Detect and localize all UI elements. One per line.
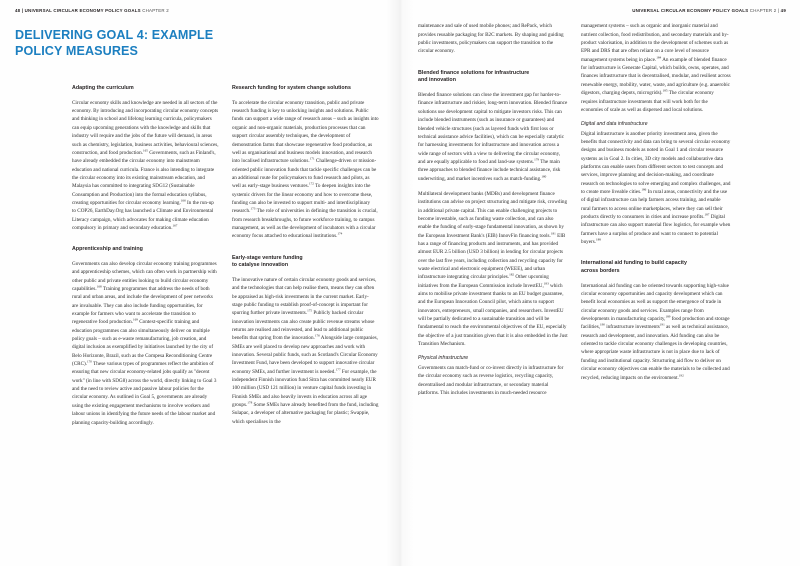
- paragraph-international-aid: [581, 282, 731, 382]
- para-text-cont-2: Digital infrastructure can also support material flow logistics, for example when farmers have a surplus of produce and want to connect to potential buyers.: [581, 214, 731, 246]
- para-text-cont-2: Context-specific training and education programmes can also simultaneously deliver on multiple policy goals – such as e-waste remanufacturing, job creation, and digital inclusion as exemplified by initiatives launched by the city of Belo Horizonte, Brazil, such as the Compesa Reconditioning Centre (CRC).: [72, 319, 214, 368]
- para-text-cont-2: Other upcoming initiatives from the European Commission include InvestEU,: [418, 274, 549, 289]
- footnote-ref: 176: [314, 333, 320, 338]
- paragraph-continued-from-previous: maintenance and sale of used mobile phones; and RePack, which provides reusable packaging for B2C markets. By shaping and guiding public investments, policymakers can support the transition to the circular economy.: [418, 23, 564, 55]
- footnote-ref: 170: [87, 359, 92, 364]
- para-text-cont: Training programmes that address the needs of both rural and urban areas, and include the development of peer networks are invaluable. They can also include funding opportunities, for example for farmers who want to accelerate the transition to regenerative food production.: [72, 286, 213, 326]
- footnote-ref: 190: [599, 322, 605, 327]
- column-three: [418, 22, 568, 397]
- section-spacer: [581, 253, 731, 260]
- footnote-ref: 165: [142, 148, 148, 153]
- left-page-columns: [72, 85, 382, 427]
- column-two: [232, 85, 379, 427]
- para-text: The innovative nature of certain circular economy goods and services, and the technologies that can help realise them, means they can often be appraised as high-risk investments in the current market. Early-stage public funding to establish proof-of-concept is important for spurring further private investments.: [232, 276, 377, 317]
- footnote-ref: 183: [543, 280, 549, 285]
- running-head-right-chapter: CHAPTER 2: [748, 8, 777, 13]
- paragraph-digital-infrastructure: [581, 130, 731, 247]
- heading-international-aid-funding: [581, 260, 731, 275]
- footnote-ref: 166: [180, 198, 186, 203]
- para-text: Governments can also develop circular economy training programmes and apprenticeship schemes, which can often work in partnership with other public and private entities looking to build circular economy capabilities.: [72, 260, 217, 292]
- para-text: Multilateral development banks (MDBs) and development finance institutions can advise on project structuring and mitigate risk, crowding in additional private capital. This can enable challenging projects to become investable, such as funding waste collection, and can also enable the funding of early-stage fundamental innovation, as shown by the European Investment Bank's (EIB) InnovFin financing tools.: [418, 190, 568, 239]
- footnote-ref: 184: [656, 55, 662, 60]
- footnote-ref: 182: [509, 272, 515, 277]
- paragraph-physical-infrastructure: Governments can match-fund or co-invest directly in infrastructure for the circular economy such as reverse logistics, recycling capacity, decentralised and modular infrastructure, or secondary material platforms. This includes investments in much-needed resource: [418, 364, 564, 396]
- para-text-cont-3: For example, the independent Finnish innovation fund Sitra has committed nearly EUR 100 million (USD 121 million) in venture capital funds investing in Finnish SMEs and also heavily invests in education across all age groups.: [232, 368, 377, 409]
- para-text: Blended finance solutions can close the investment gap for harder-to-finance infrastructure and riskier, long-term innovation. Blended finance solutions use development capital to mitigate investors risks. This can include blended instruments (such as insurance or guarantees) and blended vehicle structures (such as layered funds with first loss or technical assistance advice facilities), which can be especially catalytic for harnessing investments for infrastructure and innovation across a wide range of sectors with a view to delivering the circular economy, and are equally applicable to food and land-use systems.: [418, 92, 568, 165]
- para-text-cont: An example of blended finance for infrastructure is Generate Capital, which builds, owns, operates, and finances infrastructure that is decentralised, modular, and resilient across renewable energy, mobility, water, waste, and agriculture (e.g. anaerobic digestors, charging depots, microgrids).: [581, 56, 731, 97]
- section-spacer: [232, 248, 379, 255]
- para-text-cont-2: To deepen insights into the systemic drivers for the linear economy and how to overcome these, funding can also be invested to support multi- and interdisciplinary research.: [232, 183, 373, 215]
- paragraph-apprenticeship-training: [72, 260, 219, 427]
- running-head-right-page-number: 49: [780, 8, 786, 13]
- heading-line-1: Early-stage venture funding: [232, 254, 303, 261]
- running-head-left-chapter: CHAPTER 2: [140, 8, 169, 13]
- footnote-ref: 189: [665, 314, 671, 319]
- para-text-cont: Governments, such as Finland's, have already embedded the circular economy into mainstream education and national curricula. France is also intending to integrate the circular economy into its existing mainstream education, and Malaysia has committed to integrating SDG12 (Sustainable Consumption and Production) into the formal education syllabus, creating opportunities for circular economy learning.: [72, 149, 216, 206]
- para-text: Digital infrastructure is another priority investment area, given the benefits that connectivity and data can bring to several circular economy designs and business models as noted in Goal 1 and circular resource systems as in Goal 2. In cities, 3D city models and collaborative data platforms can enable users from different sectors to test concepts and services, improve planning and decision-making, and coordinate research on technologies to solve emerging and complex challenges, and to create more liveable cities.: [581, 130, 731, 195]
- paragraph-continued-resource-management: [581, 22, 731, 114]
- para-text-cont-2: infrastructure investments: [604, 324, 660, 331]
- para-text-cont-3: as well as technical assistance, research and development, and innovation. Aid funding can also be oriented to tackle circular economy challenges in developing countries, where appropriate waste infrastructure is not in place due to lack of funding and institutional capacity. Structuring aid flow to deliver on circular economy objectives can enable the materials to be collected and recycled, reducing impacts on the environment.: [581, 324, 730, 381]
- para-text: To accelerate the circular economy transition, public and private research funding is key to unlocking insights and solutions. Public funds can support a wide range of research areas – such as insights into organic and non-organic materials, production processes that can support circular assembly techniques, the development of demonstration farms that showcase regenerative food production, as well as organisational and business models innovation, and research into localised infrastructure solutions.: [232, 99, 379, 165]
- para-text-cont-2: In the run-up to COP26, EarthDay.Org has launched a Climate and Environmental Literacy campaign, which advocates for making climate education compulsory in primary and secondary education.: [72, 199, 214, 231]
- footnote-ref: 173: [250, 206, 256, 211]
- para-text-cont: EIB has a range of financing products and instruments, and has provided almost EUR 2.5 billion (USD 3 billion) in lending for circular projects over the last five years, including collection and recycling capacity for waste electrical and electronic equipment (WEEE), and urban infrastructure integrating circular principles.: [418, 232, 566, 281]
- subheading-digital-and-data-infrastructure: Digital and data infrastructure: [581, 121, 648, 128]
- para-text-cont-3: These various types of programmes reflect the ambition of ensuring that new circular economy-related jobs qualify as "decent work" (in line with SDG8) across the world, directly linking to Goal 3 and the need to review active and passive labour policies for the circular economy. As outlined in Goal 5, governments are already using the existing engagement mechanisms to involve workers and labour unions in identifying the future needs of the labour market and planning capacity-building accordingly.: [72, 361, 217, 426]
- para-text: Circular economy skills and knowledge are needed in all sectors of the economy. By introducing and incorporating circular economy concepts and thinking in school and lifelong learning curricula, policymakers can equip upcoming generations with the knowledge and skills that industry will require and the jobs of the future will demand, in areas such as chemistry, legislation, business activities, behavioural sciences, construction, and food production.: [72, 99, 219, 156]
- heading-line-2: to catalyse innovation: [232, 262, 289, 269]
- running-head-left-separator: |: [20, 8, 25, 13]
- paragraph-blended-finance-intro: [418, 91, 568, 183]
- paragraph-adapting-curriculum: [72, 99, 219, 233]
- heading-blended-finance-solutions: [418, 70, 568, 85]
- running-head-right-separator: |: [776, 8, 781, 13]
- para-text-cont-3: The role of universities in defining the transition is crucial, from research breakthroughs, to future workforce training, to campus management, as well as the development of incubators with a circular economy focus attached to educational institutions.: [232, 208, 378, 240]
- footnote-ref: 174: [337, 231, 343, 236]
- footnote-ref: 185: [662, 88, 668, 93]
- running-head-right-publication: UNIVERSAL CIRCULAR ECONOMY POLICY GOALS: [632, 8, 749, 13]
- column-four: [581, 22, 731, 397]
- heading-research-funding: Research funding for system change solutions: [232, 85, 351, 92]
- para-text-cont: The main three approaches to blended finance include technical assistance, risk underwriting, and market incentives such as match-funding.: [418, 158, 561, 182]
- para-text-cont-4: Some SMEs have already benefited from the fund, including Sulapac, a developer of alternative packaging for plastic; Swappie, which specialises in the: [232, 402, 379, 425]
- page-title: DELIVERING GOAL 4: EXAMPLE POLICY MEASURES: [15, 28, 214, 58]
- para-text-cont-2: The circular economy requires infrastructure investments that will work both for the economies of scale as well as dispersed and local solutions.: [581, 90, 714, 113]
- footnote-ref: 186: [641, 187, 647, 192]
- footnote-ref: 175: [307, 308, 313, 313]
- heading-line-2: across borders: [581, 268, 620, 275]
- footnote-ref: 171: [309, 156, 315, 161]
- para-text-cont: Challenge-driven or mission-oriented public innovation funds that tackle specific challenges can be an additional route for policymakers to fund research and pilots, as well as early-stage business ventures.: [232, 158, 377, 190]
- footnote-ref: 169: [132, 317, 138, 322]
- running-head-left: [15, 9, 382, 13]
- para-text: International aid funding can be oriented towards supporting high-value circular economy opportunities and capacity development which can benefit local economies as well as support the emergence of trade in circular economy goods and services. Examples range from developments in manufacturing capacity,: [581, 282, 729, 323]
- para-text-cont: food production and storage facilities,: [581, 316, 730, 331]
- paragraph-mdbs: [418, 190, 568, 349]
- heading-apprenticeship-and-training: Apprenticeship and training: [72, 246, 143, 253]
- section-spacer: [418, 63, 568, 70]
- footnote-ref: 177: [335, 367, 341, 372]
- running-head-left-bold: 48: [15, 8, 21, 13]
- running-head-left-publication: UNIVERSAL CIRCULAR ECONOMY POLICY GOALS: [24, 8, 141, 13]
- footnote-ref: 179: [534, 157, 540, 162]
- para-text-cont: Publicly backed circular innovation investments can also create public revenue streams whose returns are realised and reinvested, and lead to additional public benefits that spring from the innovation.: [232, 310, 375, 342]
- footnote-ref: 188: [596, 237, 601, 242]
- para-text-cont: In rural areas, connectivity and the use of digital infrastructure can help farmers access training, and enable rural farmers to access online marketplaces, where they can sell their products directly to consumers in cities and increase profits.: [581, 188, 728, 220]
- column-one: [72, 85, 219, 427]
- subheading-physical-infrastructure: Physical infrastructure: [418, 355, 469, 362]
- footnote-ref: 168: [96, 284, 102, 289]
- footnote-ref: 181: [550, 230, 556, 235]
- heading-line-1: Blended finance solutions for infrastructure: [418, 69, 530, 76]
- footnote-ref: 192: [678, 372, 684, 377]
- heading-line-2: and innovation: [418, 77, 456, 84]
- right-page-columns: [418, 22, 786, 397]
- paragraph-research-funding: [232, 99, 379, 241]
- footnote-ref: 187: [704, 212, 710, 217]
- para-text-cont-3: which aims to mobilise private investment thanks to an EU budget guarantee, and the European Innovation Council pilot, which aims to support innovators, entrepreneurs, small companies, and researchers. InvestEU will be partially dedicated to a sustainable transition and will be fundamental to reach the environmental objectives of the EU, especially the objective of a just transition given that it is also embedded in the Just Transition Mechanism.: [418, 282, 568, 348]
- footnote-ref: 167: [172, 223, 178, 228]
- running-head-right: [418, 9, 786, 13]
- heading-early-stage-venture-funding: [232, 255, 379, 270]
- footnote-ref: 180: [541, 173, 547, 178]
- paragraph-early-stage-venture: [232, 276, 379, 426]
- para-text: management systems – such as organic and inorganic material and nutrient collection, food redistribution, and secondary materials and by-product valorisation, in addition to the development of schemes such as EPR and DRS that are often reliant on a core level of resource management systems being in place.: [581, 23, 729, 63]
- footnote-ref: 178: [247, 400, 253, 405]
- footnote-ref: 191: [659, 322, 665, 327]
- footnote-ref: 172: [308, 181, 314, 186]
- para-text-cont-2: Alongside large companies, SMEs are well placed to develop new approaches and work with innovation. Several public funds, such as Scotland's Circular Economy Investment Fund, have been developed to support innovative circular economy SMEs, and further investment is needed.: [232, 335, 378, 375]
- heading-line-1: International aid funding to build capacity: [581, 260, 687, 267]
- heading-adapting-the-curriculum: Adapting the curriculum: [72, 85, 134, 92]
- section-spacer: [72, 239, 219, 246]
- right-page: [400, 0, 800, 566]
